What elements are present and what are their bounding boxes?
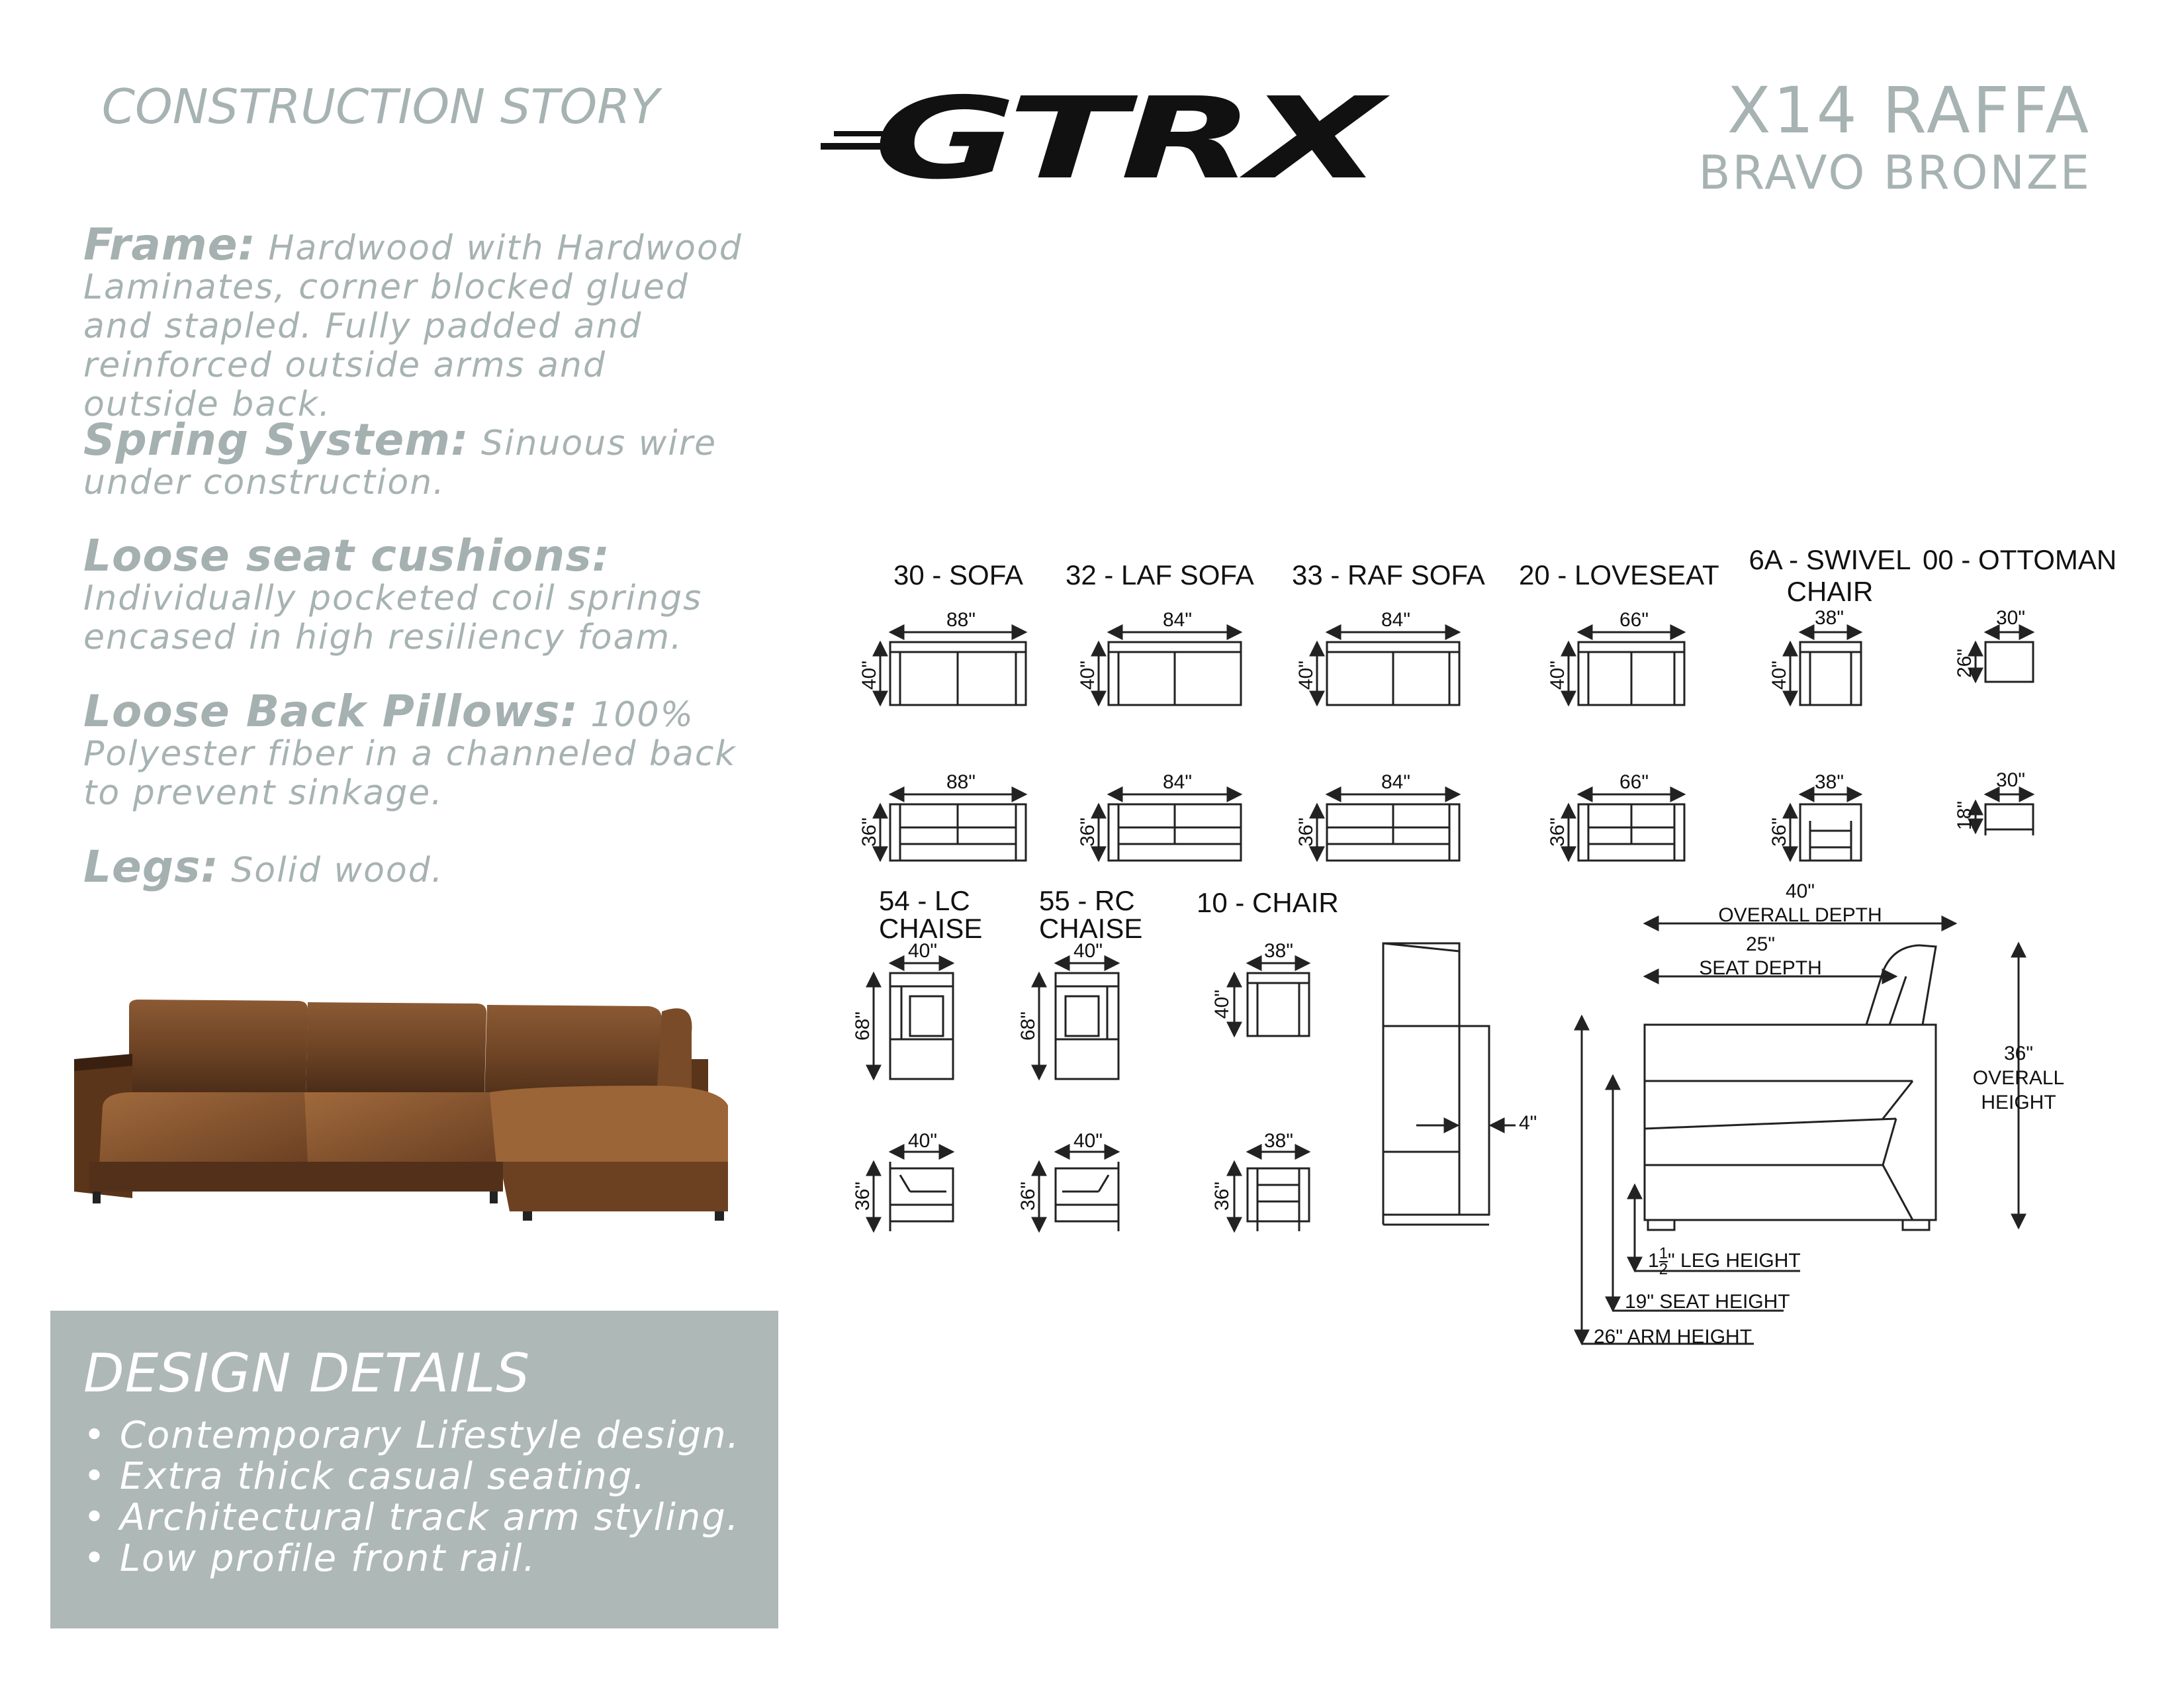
lc-chaise-width: 40" <box>908 940 938 962</box>
seat-cushions-term: Loose seat cushions: <box>83 530 610 581</box>
ottoman-top-view <box>1976 632 2033 682</box>
lc-chaise-front-width: 40" <box>908 1130 938 1152</box>
sofa-top-view <box>880 632 1026 705</box>
overall-depth-label: OVERALL DEPTH <box>1718 904 1882 926</box>
lc-chaise-height: 36" <box>852 1181 874 1211</box>
sofa-label: 30 - SOFA <box>893 559 1024 590</box>
arm-thickness: 4" <box>1519 1112 1537 1134</box>
legs-text: Solid wood. <box>231 851 444 890</box>
ottoman-front-width: 30" <box>1996 769 2026 791</box>
raf-sofa-depth: 40" <box>1295 660 1318 690</box>
swivel-chair-label: 6A - SWIVEL CHAIR <box>1749 544 1911 607</box>
chair-width: 38" <box>1264 940 1294 962</box>
sofa-width: 88" <box>946 609 976 631</box>
swivel-chair-depth: 40" <box>1768 660 1791 690</box>
lc-chaise-label: 54 - LC CHAISE <box>879 885 983 944</box>
rc-chaise-depth: 68" <box>1017 1011 1040 1041</box>
seat-depth-value: 25" <box>1745 933 1776 955</box>
chair-top-view <box>1234 963 1309 1036</box>
loveseat-front-view <box>1569 794 1684 861</box>
loveseat-front-width: 66" <box>1619 771 1649 793</box>
design-detail-item: • Extra thick casual seating. <box>83 1456 740 1497</box>
design-details-title: DESIGN DETAILS <box>83 1342 531 1404</box>
raf-sofa-front-view <box>1317 794 1459 861</box>
back-pillows-term: Loose Back Pillows: <box>83 686 578 737</box>
chair-front-view <box>1234 1152 1309 1231</box>
rc-chaise-top-view <box>1039 963 1118 1079</box>
frame-text: Hardwood with Hardwood Laminates, corner blocked glued and stapled. Fully padded and reinforced outside arms and outside back. <box>83 228 743 424</box>
swivel-chair-width: 38" <box>1815 607 1844 629</box>
product-color: BRAVO BRONZE <box>1698 146 2091 200</box>
laf-sofa-depth: 40" <box>1077 660 1099 690</box>
arm-section-view <box>1383 943 1516 1225</box>
lc-chaise-front-view <box>874 1152 953 1231</box>
raf-sofa-width: 84" <box>1381 609 1411 631</box>
swivel-chair-front-width: 38" <box>1815 771 1844 793</box>
logo-text: GTRX <box>874 78 1391 205</box>
chair-height: 36" <box>1211 1181 1234 1211</box>
legs-term: Legs: <box>83 841 219 892</box>
design-detail-item: • Contemporary Lifestyle design. <box>83 1415 740 1456</box>
raf-sofa-top-view <box>1317 632 1459 705</box>
back-pillows-text: 100% Polyester fiber in a channeled back to prevent sinkage. <box>83 695 737 813</box>
ottoman-label: 00 - OTTOMAN <box>1923 544 2117 575</box>
chair-front-width: 38" <box>1264 1130 1294 1152</box>
spring-system-term: Spring System: <box>83 414 469 465</box>
raf-sofa-label: 33 - RAF SOFA <box>1292 559 1485 590</box>
sofa-front-view <box>880 794 1026 861</box>
loveseat-height: 36" <box>1547 817 1569 847</box>
rc-chaise-front-view <box>1039 1152 1118 1231</box>
construction-story-title: CONSTRUCTION STORY <box>101 79 660 134</box>
rc-chaise-front-width: 40" <box>1073 1130 1103 1152</box>
laf-sofa-front-view <box>1099 794 1241 861</box>
laf-sofa-width: 84" <box>1163 609 1193 631</box>
loveseat-depth: 40" <box>1547 660 1569 690</box>
seat-cushions-text: Individually pocketed coil springs encased in high resiliency foam. <box>83 579 703 657</box>
overall-depth-value: 40" <box>1785 880 1815 902</box>
raf-sofa-front-width: 84" <box>1381 771 1411 793</box>
sofa-front-width: 88" <box>946 771 976 793</box>
ottoman-front-view <box>1976 794 2033 835</box>
overall-height-label-2: HEIGHT <box>1981 1092 2056 1113</box>
raf-sofa-height: 36" <box>1295 817 1318 847</box>
loveseat-width: 66" <box>1619 609 1649 631</box>
laf-sofa-top-view <box>1099 632 1241 705</box>
ottoman-width: 30" <box>1996 607 2026 629</box>
sofa-height: 36" <box>858 817 881 847</box>
rc-chaise-height: 36" <box>1017 1181 1040 1211</box>
loveseat-label: 20 - LOVESEAT <box>1519 559 1719 590</box>
lc-chaise-top-view <box>874 963 953 1079</box>
rc-chaise-label: 55 - RC CHAISE <box>1039 885 1143 944</box>
laf-sofa-height: 36" <box>1077 817 1099 847</box>
ottoman-depth: 26" <box>1954 648 1976 679</box>
seat-height-label: 19" SEAT HEIGHT <box>1625 1291 1790 1313</box>
swivel-chair-height: 36" <box>1768 817 1791 847</box>
design-detail-item: • Low profile front rail. <box>83 1538 740 1579</box>
overall-height-value: 36" <box>2003 1043 2034 1064</box>
spring-system-text: Sinuous wire under construction. <box>83 424 717 502</box>
rc-chaise-width: 40" <box>1073 940 1103 962</box>
overall-height-label-1: OVERALL <box>1972 1067 2065 1089</box>
ottoman-height: 18" <box>1954 800 1976 831</box>
seat-depth-label: SEAT DEPTH <box>1699 957 1822 979</box>
laf-sofa-front-width: 84" <box>1163 771 1193 793</box>
product-model: X14 RAFFA <box>1727 73 2091 148</box>
chair-depth: 40" <box>1211 989 1234 1019</box>
sofa-depth: 40" <box>858 660 881 690</box>
loveseat-top-view <box>1569 632 1684 705</box>
design-detail-item: • Architectural track arm styling. <box>83 1497 740 1538</box>
chair-label: 10 - CHAIR <box>1197 887 1339 918</box>
leg-height-label: 1 $\frac{1}{2}$ " LEG HEIGHT <box>1648 1244 1801 1278</box>
side-profile-view <box>1582 923 2019 1344</box>
swivel-chair-top-view <box>1790 632 1861 705</box>
lc-chaise-depth: 68" <box>852 1011 874 1041</box>
arm-height-label: 26" ARM HEIGHT <box>1594 1326 1752 1348</box>
frame-term: Frame: <box>83 219 256 270</box>
swivel-chair-front-view <box>1790 794 1861 861</box>
laf-sofa-label: 32 - LAF SOFA <box>1066 559 1254 590</box>
